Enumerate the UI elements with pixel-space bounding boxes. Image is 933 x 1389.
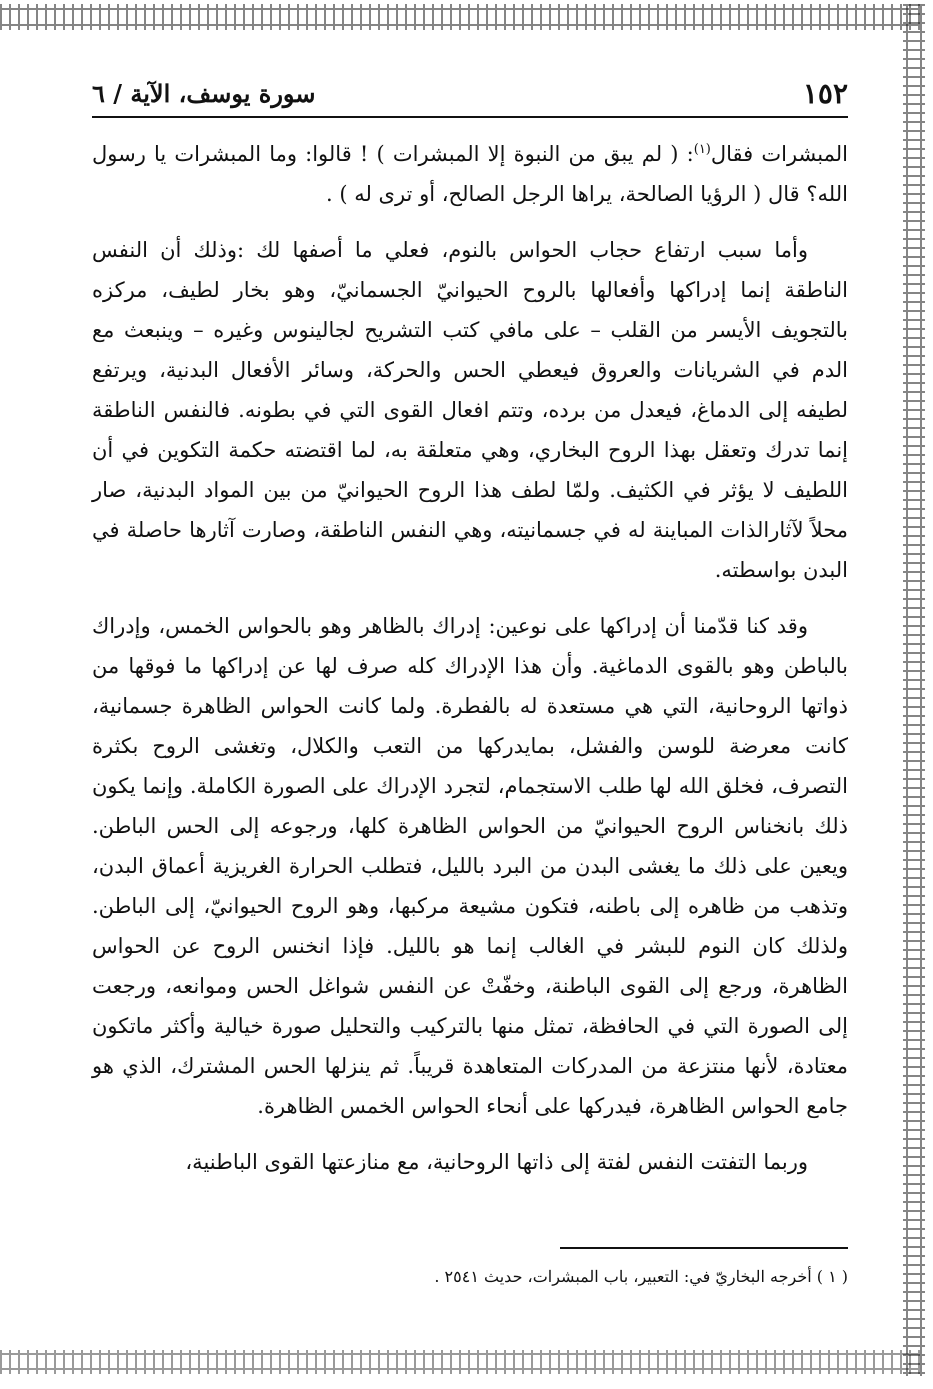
footnote-reference: (١) [693,142,711,157]
decorative-border-bottom [0,1350,920,1374]
body-text [92,134,848,1198]
footnote-divider [560,1247,848,1249]
paragraph [92,134,848,214]
paragraph: وربما التفتت النفس لفتة إلى ذاتها الروحانية، مع منازعتها القوى الباطنية، [185,1150,808,1174]
paragraph-text: المبشرات فقال [710,142,848,166]
footnote: ( ١ ) أخرجه البخاريّ في: التعبير، باب المبشرات، حديث ٢٥٤١ . [434,1267,848,1286]
paragraph-text: : ( لم يبق من النبوة إلا المبشرات ) ! قالوا: وما المبشرات يا رسول الله؟ قال ( الرؤيا الصالحة، يراها الرجل الصالح، أو ترى له ) . [92,142,848,206]
paragraph: وأما سبب ارتفاع حجاب الحواس بالنوم، فعلي ما أصفها لك :وذلك أن النفس الناطقة إنما إدراكها وأفعالها بالروح الحيوانيّ الجسمانيّ، وهو بخار لطيف، مركزه بالتجويف الأيسر من القلب – على مافي كتب التشريح لجالينوس وغيره – وينبعث مع الدم في الشريانات والعروق فيعطي الحس والحركة، وسائر الأفعال البدنية، ويرتفع لطيفه إلى الدماغ، فيعدل من برده، وتتم افعال القوى التي في بطونه. فالنفس الناطقة إنما تدرك وتعقل بهذا الروح البخاري، وهي متعلقة به، لما اقتضته حكمة التكوين في أن اللطيف لا يؤثر في الكثيف. ولمّا لطف هذا الروح الحيوانيّ من بين المواد البدنية، صار محلاً لآثارالذات المباينة له في جسمانيته، وهي النفس الناطقة، وصارت آثارها حاصلة في البدن بواسطته. [92,238,848,582]
decorative-border-right [903,4,925,1376]
paragraph: وقد كنا قدّمنا أن إدراكها على نوعين: إدراك بالظاهر وهو بالحواس الخمس، وإدراك بالباطن وهو بالقوى الدماغية. وأن هذا الإدراك كله صرف لها عن إدراكها ما فوقها من ذواتها الروحانية، التي هي مستعدة له بالفطرة. ولما كانت الحواس الظاهرة جسمانية، كانت معرضة للوسن والفشل، بمايدركها من التعب والكلال، وتغشى الروح بكثرة التصرف، فخلق الله لها طلب الاستجمام، لتجرد الإدراك على الصورة الكاملة. وإنما يكون ذلك بانخناس الروح الحيوانيّ من الحواس الظاهرة كلها، ورجوعه إلى الحس الباطن. ويعين على ذلك ما يغشى البدن من البرد بالليل، فتطلب الحرارة الغريزية أعماق البدن، وتذهب من ظاهره إلى باطنه، فتكون مشيعة مركبها، وهو الروح الحيوانيّ، إلى الباطن. ولذلك كان النوم للبشر في الغالب إنما هو بالليل. فإذا انخنس الروح عن الحواس الظاهرة، ورجع إلى القوى الباطنة، وخفّتْ عن النفس شواغل الحس وموانعه، ورجعت إلى الصورة التي في الحافظة، تمثل منها بالتركيب والتحليل صورة خيالية وأكثر ماتكون معتادة، لأنها منتزعة من المدركات المتعاهدة قريباً. ثم ينزلها الحس المشترك، الذي هو جامع الحواس الظاهرة، فيدركها على أنحاء الحواس الخمس الظاهرة. [92,614,848,1118]
page-header [92,70,848,118]
page-number: ١٥٢ [802,76,848,110]
decorative-border-top [0,4,920,30]
surah-title: سورة يوسف، الآية / ٦ [92,78,316,108]
